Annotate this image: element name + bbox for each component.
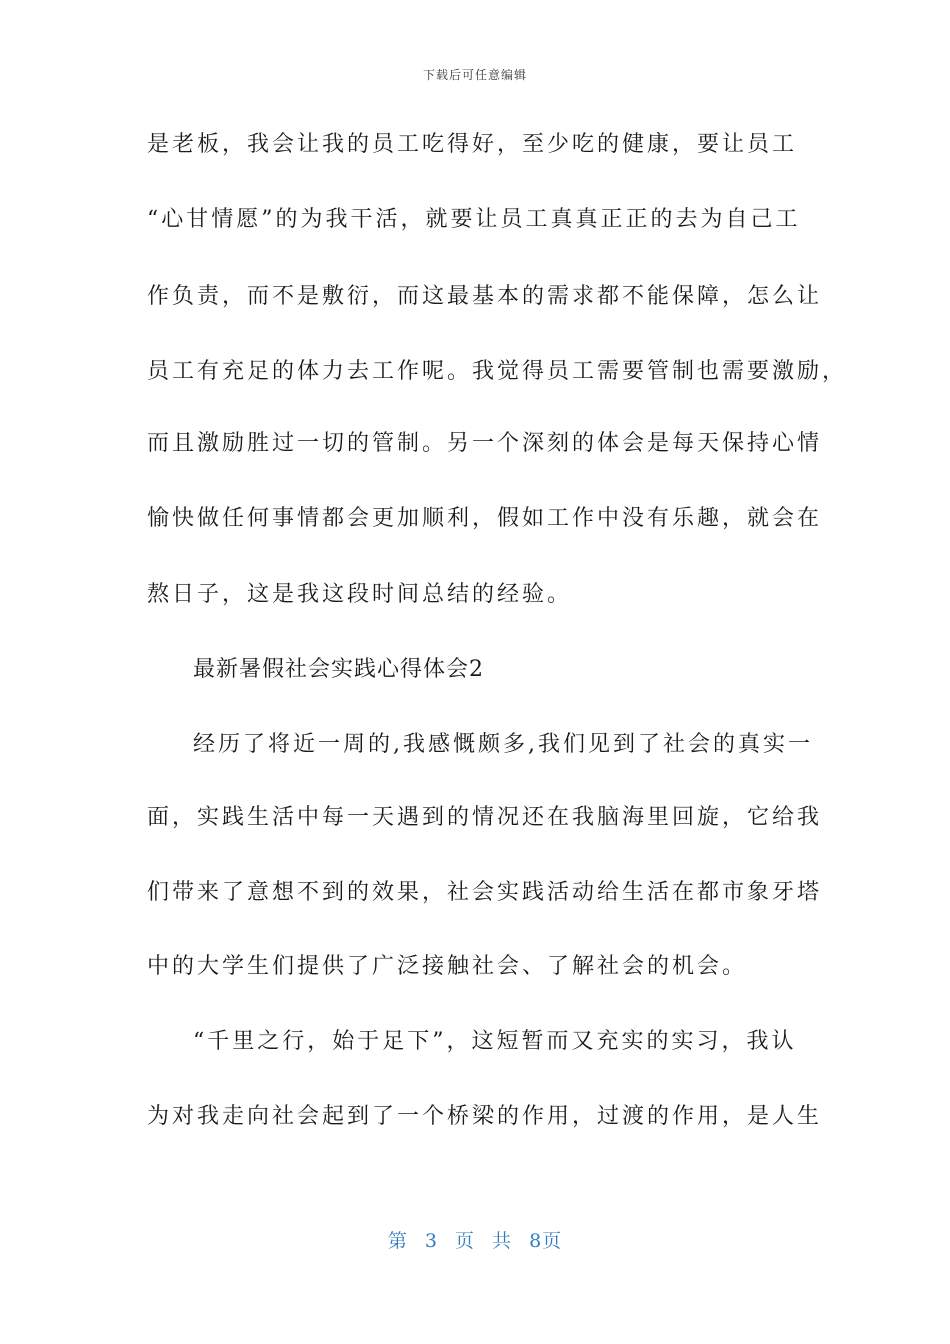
body-line-3: 作负责，而不是敷衍，而这最基本的需求都不能保障，怎么让	[147, 284, 823, 309]
body-line-12: “千里之行，始于足下”，这短暂而又充实的实习，我认	[193, 1029, 797, 1054]
page-header: 下载后可任意编辑	[422, 68, 527, 82]
body-line-4: 员工有充足的体力去工作呢。我觉得员工需要管制也需要激励，	[147, 359, 848, 384]
body-line-2: “心甘情愿”的为我干活，就要让员工真真正正的去为自己工	[147, 207, 801, 232]
body-line-9: 面，实践生活中每一天遇到的情况还在我脑海里回旋，它给我	[147, 805, 823, 830]
body-line-8: 经历了将近一周的,我感慨颇多,我们见到了社会的真实一	[193, 732, 813, 757]
body-line-6: 愉快做任何事情都会更加顺利，假如工作中没有乐趣，就会在	[147, 506, 823, 531]
section-heading: 最新暑假社会实践心得体会2	[193, 657, 484, 682]
body-line-13: 为对我走向社会起到了一个桥梁的作用，过渡的作用，是人生	[147, 1104, 823, 1129]
body-line-5: 而且激励胜过一切的管制。另一个深刻的体会是每天保持心情	[147, 431, 823, 456]
body-line-7: 熬日子，这是我这段时间总结的经验。	[147, 582, 573, 607]
body-line-10: 们带来了意想不到的效果，社会实践活动给生活在都市象牙塔	[147, 880, 823, 905]
body-line-1: 是老板，我会让我的员工吃得好，至少吃的健康，要让员工	[147, 132, 798, 157]
body-line-11: 中的大学生们提供了广泛接触社会、了解社会的机会。	[147, 954, 748, 979]
page-footer: 第 3 页 共 8页	[387, 1230, 563, 1252]
